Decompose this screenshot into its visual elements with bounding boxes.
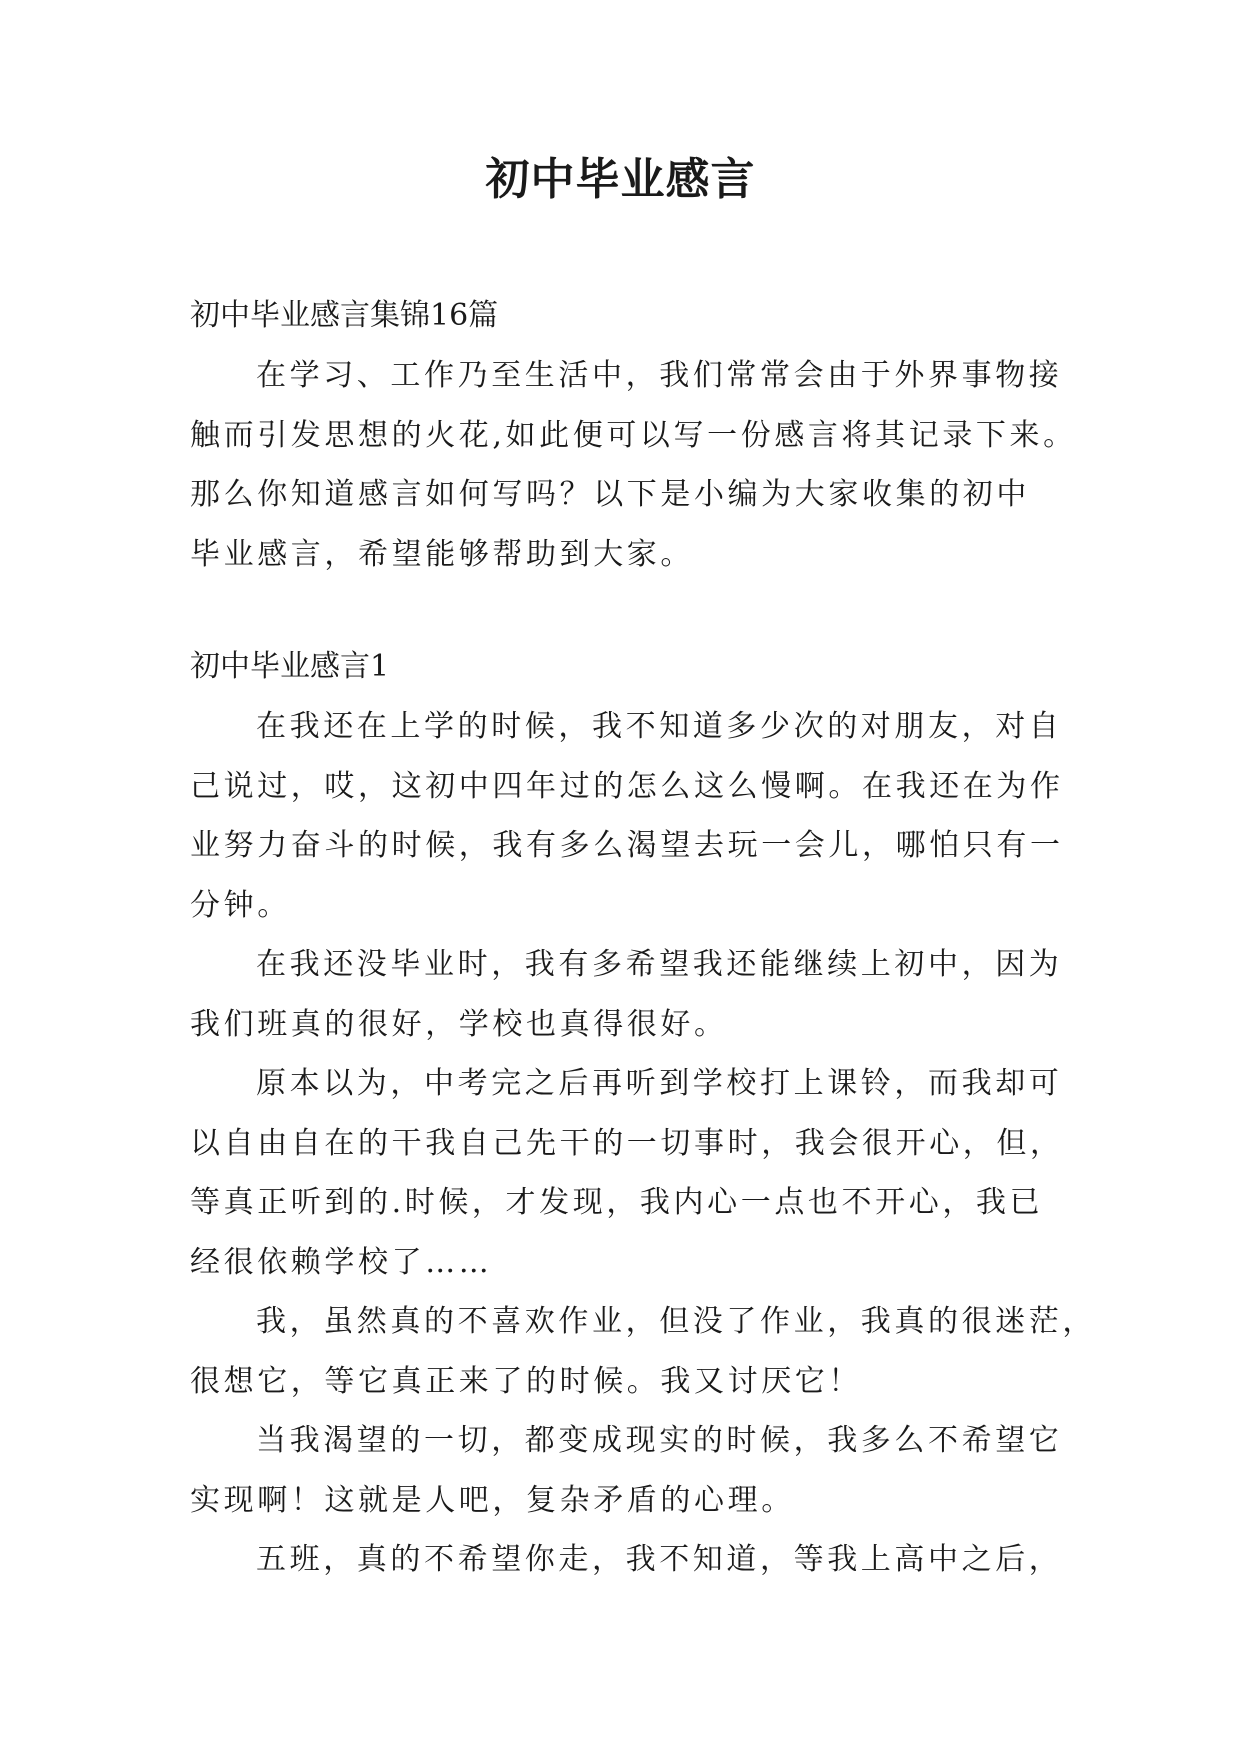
paragraph-line: 我，虽然真的不喜欢作业，但没了作业，我真的很迷茫， bbox=[256, 1304, 1096, 1339]
section-spacer bbox=[190, 584, 1050, 637]
paragraph-line: 己说过，哎，这初中四年过的怎么这么慢啊。在我还在为作 bbox=[190, 768, 1064, 804]
paragraph-line: 我们班真的很好，学校也真得很好。 bbox=[190, 1006, 728, 1042]
intro-line: 毕业感言，希望能够帮助到大家。 bbox=[190, 536, 694, 572]
paragraph-line: 很想它，等它真正来了的时候。我又讨厌它！ bbox=[190, 1363, 862, 1399]
paragraph-line: 等真正听到的.时候，才发现，我内心一点也不开心，我已 bbox=[190, 1185, 1044, 1220]
intro-line: 那么你知道感言如何写吗？以下是小编为大家收集的初中 bbox=[190, 477, 1030, 512]
paragraph-line: 经很依赖学校了…… bbox=[190, 1244, 493, 1280]
paragraph-line: 实现啊！这就是人吧，复杂矛盾的心理。 bbox=[190, 1482, 795, 1518]
section-heading: 初中毕业感言1 bbox=[190, 649, 390, 684]
collection-heading: 初中毕业感言集锦16篇 bbox=[190, 298, 499, 333]
paragraph-line: 业努力奋斗的时候，我有多么渴望去玩一会儿，哪怕只有一 bbox=[190, 828, 1064, 863]
intro-line: 触而引发思想的火花,如此便可以写一份感言将其记录下来。 bbox=[190, 417, 1077, 453]
document-body bbox=[190, 286, 1096, 1590]
document-title: 初中毕业感言 bbox=[485, 154, 756, 205]
paragraph-line: 当我渴望的一切，都变成现实的时候，我多么不希望它 bbox=[256, 1423, 1063, 1458]
paragraph-line: 在我还在上学的时候，我不知道多少次的对朋友，对自 bbox=[256, 709, 1063, 744]
paragraph-line: 以自由自在的干我自己先干的一切事时，我会很开心，但， bbox=[190, 1125, 1064, 1161]
paragraph-line: 分钟。 bbox=[190, 887, 291, 923]
paragraph-line: 原本以为，中考完之后再听到学校打上课铃，而我却可 bbox=[256, 1066, 1063, 1101]
paragraph-line: 五班，真的不希望你走，我不知道，等我上高中之后， bbox=[256, 1542, 1063, 1577]
intro-line: 在学习、工作乃至生活中，我们常常会由于外界事物接 bbox=[256, 358, 1063, 393]
paragraph-line: 在我还没毕业时，我有多希望我还能继续上初中，因为 bbox=[256, 947, 1063, 982]
